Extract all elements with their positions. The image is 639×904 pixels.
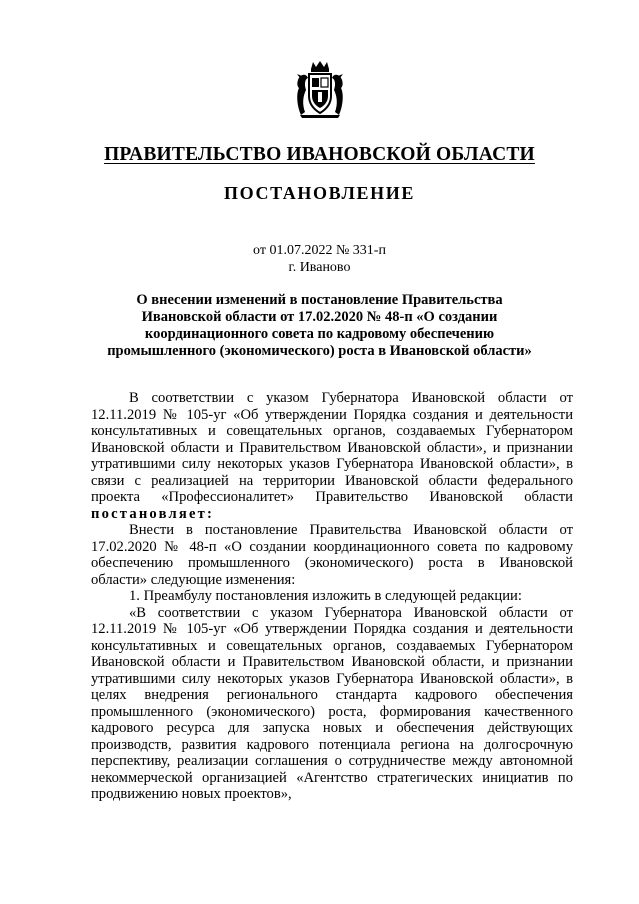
document-subject xyxy=(90,292,549,360)
organization-title: ПРАВИТЕЛЬСТВО ИВАНОВСКОЙ ОБЛАСТИ xyxy=(104,144,535,165)
body-paragraph: 1. Преамбулу постановления изложить в следующей редакции: xyxy=(129,588,522,604)
date-number: от 01.07.2022 № 331-п xyxy=(253,243,386,258)
city: г. Иваново xyxy=(288,260,351,275)
paragraph-text: В соответствии с указом Губернатора Ивановской области от 12.11.2019 № 105-уг «Об утверждении Порядка создания и деятельности консультативных и совещательных органов, создаваемых Губернатором Ивановской области и Правительством Ивановской области», и признании утратившими силу некоторых указов Губернатора Ивановской области», в связи с реализацией на территории Ивановской области федерального проекта «Профессионалитет» Правительство Ивановской области xyxy=(91,390,573,505)
decree-word: постановляет: xyxy=(91,505,215,522)
document-type: ПОСТАНОВЛЕНИЕ xyxy=(224,183,415,203)
subject-line: промышленного (экономического) роста в Ивановской области» xyxy=(107,343,532,359)
body-paragraph: «В соответствии с указом Губернатора Ивановской области от 12.11.2019 № 105-уг «Об утверждении Порядка создания и деятельности консультативных и совещательных органов, создаваемых Губернатором Ивановской области и Правительством Ивановской области, и признании утратившими силу некоторых указов Губернатора Ивановской области», в целях внедрения регионального стандарта кадрового обеспечения промышленного (экономического) роста, формирования качественного кадрового ресурса для запуска новых и обеспечения действующих производств, развития кадрового потенциала региона на долгосрочную перспективу, реализации соглашения о сотрудничестве между автономной некоммерческой организацией «Агентство стратегических инициатив по продвижению новых проектов», xyxy=(91,604,573,802)
subject-line: О внесении изменений в постановление Правительства xyxy=(136,292,503,308)
document-body xyxy=(91,390,573,803)
coat-of-arms-icon xyxy=(296,60,344,118)
body-paragraph xyxy=(91,390,573,522)
subject-line: Ивановской области от 17.02.2020 № 48-п «О создании xyxy=(141,309,498,325)
date-and-place xyxy=(0,242,639,276)
body-paragraph: Внести в постановление Правительства Ивановской области от 17.02.2020 № 48-п «О создании координационного совета по кадровому обеспечению промышленного (экономического) роста в Ивановской области» следующие изменения: xyxy=(91,522,573,588)
subject-line: координационного совета по кадровому обеспечению xyxy=(144,326,495,342)
